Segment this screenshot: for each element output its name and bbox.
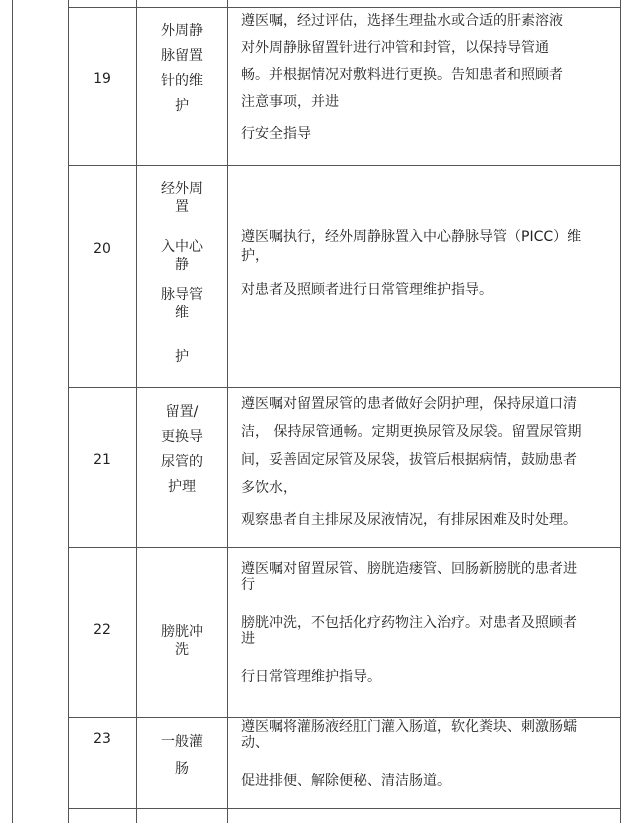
project-name-line: 脉留置 [161, 48, 203, 64]
description-line: 遵医嘱将灌肠液经肛门灌入肠道，软化粪块、刺激肠蠕 [241, 719, 577, 735]
row-number: 21 [93, 452, 111, 468]
description-line: 动、 [241, 735, 269, 751]
description-line: 遵医嘱执行，经外周静脉置入中心静脉导管（PICC）维 [241, 229, 582, 245]
project-name-line: 护理 [168, 479, 196, 495]
column-divider [227, 0, 228, 823]
project-name-line: 膀胱冲 [161, 624, 203, 640]
service-description [241, 226, 613, 301]
description-line: 遵医嘱对留置尿管的患者做好会阴护理，保持尿道口清 [241, 396, 577, 412]
description-line: 注意事项，并进 [241, 94, 339, 110]
row-divider [68, 387, 620, 388]
description-line: 行安全指导 [241, 126, 311, 142]
table-border-left [12, 0, 13, 823]
project-name-line: 护 [175, 349, 189, 365]
project-name-line: 针的维 [161, 73, 203, 89]
description-line: 膀胱冲洗，不包括化疗药物注入治疗。对患者及照顾者 [241, 615, 577, 631]
project-name-line: 尿管的 [161, 454, 203, 470]
description-line: 观察患者自主排尿及尿液情况，有排尿困难及时处理。 [241, 512, 577, 528]
description-line: 洁， 保持尿管通畅。定期更换尿管及尿袋。留置尿管期 [241, 424, 582, 440]
project-name-line: 置 [175, 199, 189, 215]
project-name-line: 更换导 [161, 429, 203, 445]
description-line: 促进排便、解除便秘、清洁肠道。 [241, 773, 451, 789]
description-line: 遵医嘱，经过评估，选择生理盐水或合适的肝素溶液 [241, 13, 563, 29]
service-description [241, 10, 613, 145]
row-number: 22 [93, 622, 111, 638]
project-name [137, 621, 227, 661]
service-description [241, 393, 613, 531]
project-name-line: 外周静 [161, 23, 203, 39]
service-description [241, 716, 613, 792]
row-number: 23 [93, 731, 111, 747]
project-name-line: 入中心 [161, 239, 203, 255]
description-line: 进 [241, 631, 255, 647]
project-name [137, 731, 227, 780]
row-divider [68, 547, 620, 548]
description-line: 行日常管理维护指导。 [241, 669, 381, 685]
project-name-line: 洗 [175, 642, 189, 658]
project-name [137, 178, 227, 368]
project-name-line: 一般灌 [161, 734, 203, 750]
project-name-line: 留置/ [165, 404, 199, 420]
column-divider [68, 0, 69, 823]
project-name-line: 静 [175, 257, 189, 273]
project-name-line: 肠 [175, 761, 189, 777]
project-name-line: 维 [175, 305, 189, 321]
row-number: 20 [93, 241, 111, 257]
row-divider [68, 165, 620, 166]
project-name-line: 护 [175, 98, 189, 114]
table-border-right [620, 0, 621, 823]
row-number: 19 [93, 71, 111, 87]
project-name-line: 经外周 [161, 181, 203, 197]
description-line: 对患者及照顾者进行日常管理维护指导。 [241, 282, 493, 298]
description-line: 行 [241, 577, 255, 593]
row-divider [68, 808, 620, 809]
description-line: 多饮水， [241, 480, 297, 496]
description-line: 护， [241, 248, 269, 264]
description-line: 间，妥善固定尿管及尿袋，拔管后根据病情，鼓励患者 [241, 452, 577, 468]
description-line: 畅。并根据情况对敷料进行更换。告知患者和照顾者 [241, 67, 563, 83]
project-name-line: 脉导管 [161, 287, 203, 303]
project-name [137, 20, 227, 117]
service-description [241, 558, 613, 688]
row-divider [68, 7, 620, 8]
description-line: 遵医嘱对留置尿管、膀胱造瘘管、回肠新膀胱的患者进 [241, 561, 577, 577]
description-line: 对外周静脉留置针进行冲管和封管，以保持导管通 [241, 40, 549, 56]
project-name [137, 401, 227, 498]
